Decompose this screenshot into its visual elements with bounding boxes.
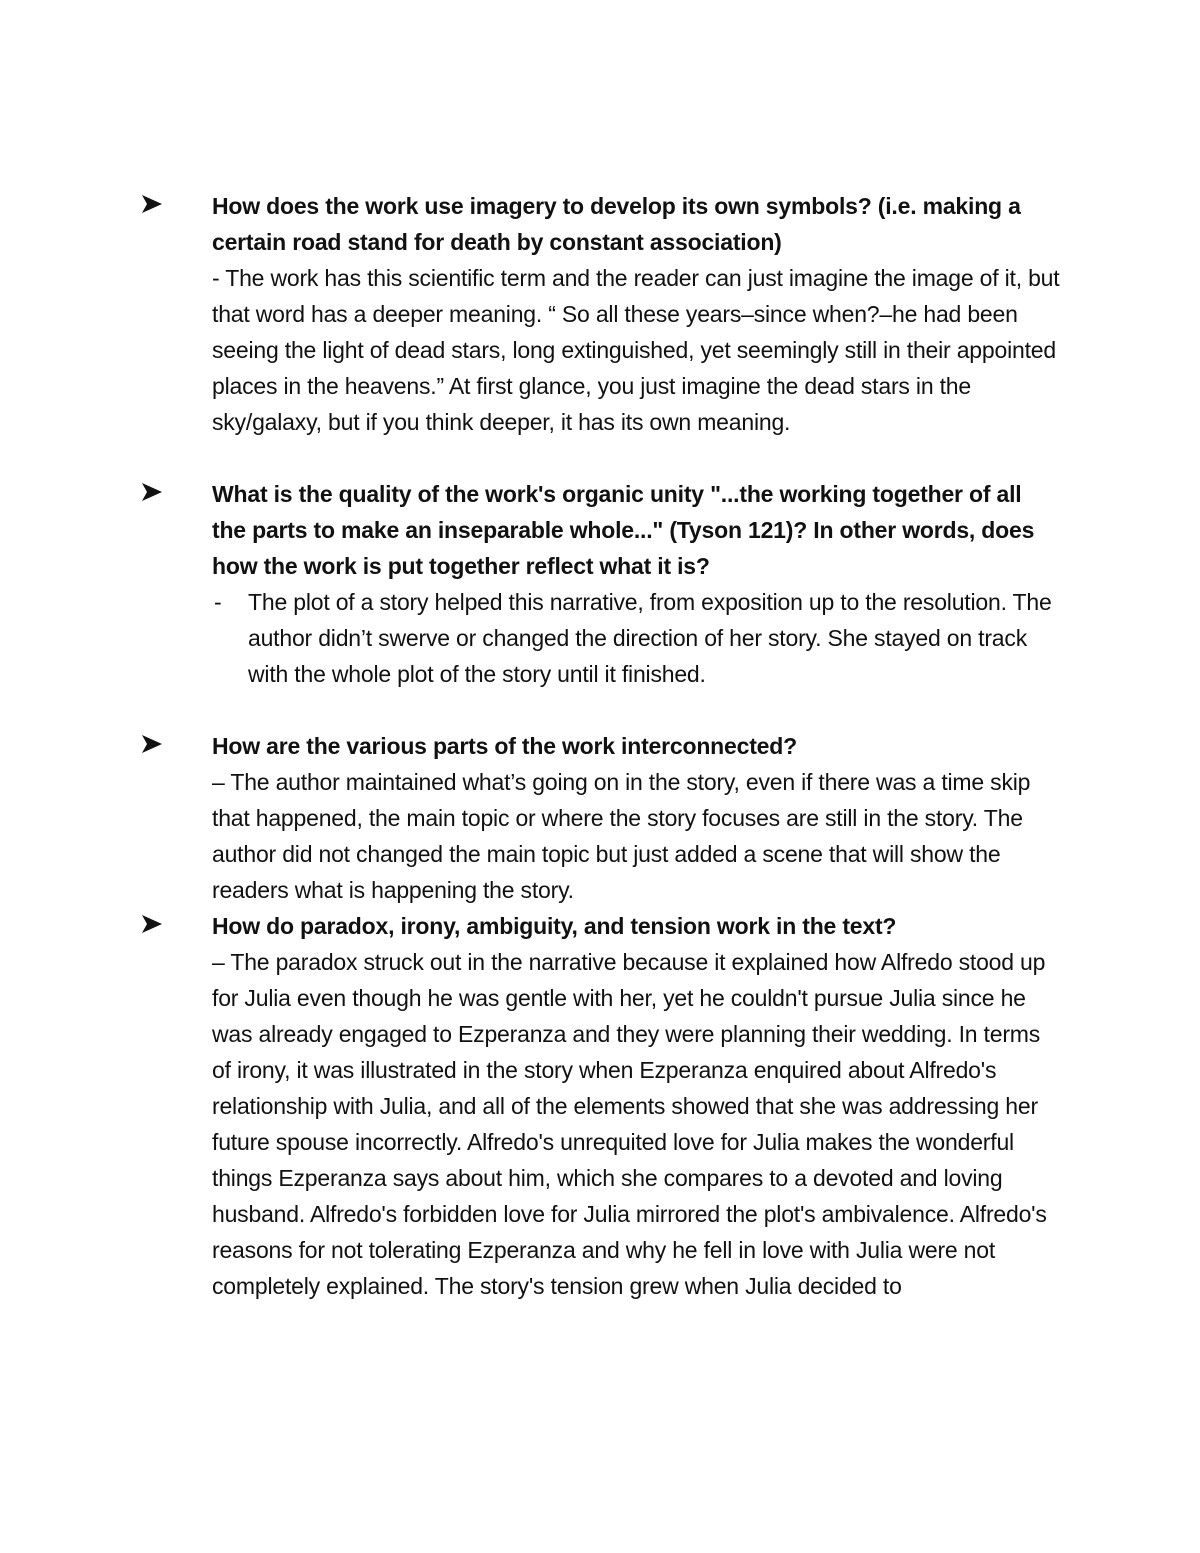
answer-text: - The work has this scientific term and the reader can just imagine the image of it, but that word has a deeper meaning. “ So all these years–since when?–he had been seeing the light of dead stars, long extinguished, yet seemingly still in their appointed places in the heavens.” At first glance, you just imagine the dead stars in the sky/galaxy, but if you think deeper, it has its own meaning. [212, 265, 1060, 435]
dash-marker: - [214, 589, 222, 615]
arrowhead-bullet-icon [140, 732, 164, 756]
answer-text: – The paradox struck out in the narrative because it explained how Alfredo stood up for Julia even though he was gentle with her, yet he couldn't pursue Julia since he was already engaged to Ezperanza and they were planning their wedding. In terms of irony, it was illustrated in the story when Ezperanza enquired about Alfredo's relationship with Julia, and all of the elements showed that she was addressing her future spouse incorrectly. Alfredo's unrequited love for Julia makes the wonderful things Ezperanza says about him, which she compares to a devoted and loving husband. Alfredo's forbidden love for Julia mirrored the plot's ambivalence. Alfredo's reasons for not tolerating Ezperanza and why he fell in love with Julia were not completely explained. The story's tension grew when Julia decided to [212, 949, 1047, 1299]
question-text: How are the various parts of the work interconnected? [212, 733, 797, 759]
answer-text: The plot of a story helped this narrative, from exposition up to the resolution. The author didn’t swerve or changed the direction of her story. She stayed on track with the whole plot of the story until it finished. [248, 589, 1052, 687]
answer-text: – The author maintained what’s going on in the story, even if there was a time skip that happened, the main topic or where the story focuses are still in the story. The author did not changed the main topic but just added a scene that will show the readers what is happening the story. [212, 769, 1031, 903]
arrowhead-bullet-icon [140, 480, 164, 504]
question-text: How do paradox, irony, ambiguity, and tension work in the text? [212, 913, 897, 939]
arrowhead-bullet-icon [140, 192, 164, 216]
answer-row [212, 584, 1060, 692]
arrowhead-bullet-icon [140, 912, 164, 936]
question-text: How does the work use imagery to develop its own symbols? (i.e. making a certain road stand for death by constant association) [212, 193, 1021, 255]
question-text: What is the quality of the work's organic unity "...the working together of all the parts to make an inseparable whole..." (Tyson 121)? In other words, does how the work is put together reflect what it is? [212, 481, 1035, 579]
